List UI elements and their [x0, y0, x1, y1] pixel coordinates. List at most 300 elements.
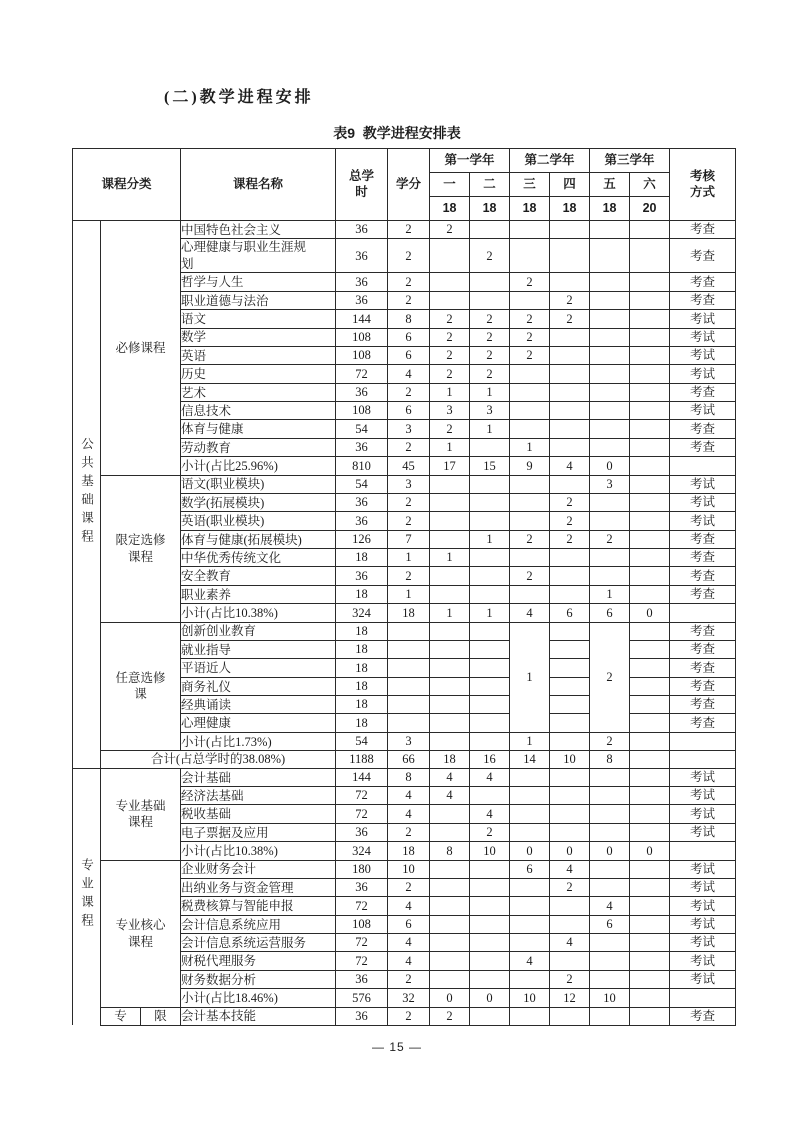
- semester-cell: [630, 420, 670, 438]
- assessment-cell: [670, 732, 736, 750]
- semester-cell: 2: [550, 310, 590, 328]
- assessment-cell: 考查: [670, 659, 736, 677]
- semester-cell: [430, 897, 470, 915]
- semester-cell: [550, 622, 590, 640]
- course-cell: [181, 878, 336, 896]
- credits-cell: 6: [388, 402, 430, 420]
- semester-cell: 2: [430, 310, 470, 328]
- hours-cell: 108: [336, 402, 388, 420]
- credits-cell: 3: [388, 420, 430, 438]
- semester-cell: [550, 383, 590, 401]
- semester-cell: [630, 714, 670, 732]
- hours-cell: 36: [336, 291, 388, 309]
- semester-cell: [470, 549, 510, 567]
- assessment-cell: 考查: [670, 714, 736, 732]
- semester-cell: [590, 239, 630, 273]
- assessment-cell: 考试: [670, 365, 736, 383]
- semester-cell: [470, 1007, 510, 1025]
- schedule-table: [72, 148, 736, 1026]
- course-cell: [181, 273, 336, 291]
- semester-cell: [630, 549, 670, 567]
- semester-cell: [550, 823, 590, 841]
- total-label-cell: 合计(占总学时的38.08%): [101, 751, 336, 769]
- semester-cell: [430, 493, 470, 511]
- course-name: 小计(占比1.73%): [181, 734, 272, 749]
- semester-cell: 4: [590, 897, 630, 915]
- semester-cell: [470, 915, 510, 933]
- semester-cell: [550, 768, 590, 786]
- table-row: [73, 768, 736, 786]
- semester-cell: [550, 805, 590, 823]
- hours-cell: 54: [336, 475, 388, 493]
- semester-cell: [470, 475, 510, 493]
- hours-cell: 54: [336, 420, 388, 438]
- course-name: 商务礼仪: [181, 679, 232, 694]
- semester-cell: [430, 239, 470, 273]
- semester-cell: 0: [470, 989, 510, 1007]
- course-cell: [181, 768, 336, 786]
- semester-cell: [550, 402, 590, 420]
- section-heading: (二)教学进程安排: [164, 89, 314, 106]
- table-total-row: [73, 751, 736, 769]
- semester-cell: [630, 915, 670, 933]
- semester-cell: 1: [430, 383, 470, 401]
- credits-cell: [388, 696, 430, 714]
- semester-cell: 1: [470, 383, 510, 401]
- semester-cell: 2: [470, 365, 510, 383]
- semester-cell: [630, 239, 670, 273]
- semester-cell: 9: [510, 457, 550, 475]
- category-cell: [73, 221, 101, 769]
- course-cell: [181, 1007, 336, 1025]
- course-cell: [181, 291, 336, 309]
- semester-cell: 2: [510, 310, 550, 328]
- semester-cell: 0: [590, 457, 630, 475]
- semester-cell: 2: [550, 970, 590, 988]
- semester-cell: [430, 915, 470, 933]
- assessment-cell: 考查: [670, 291, 736, 309]
- course-cell: [181, 457, 336, 475]
- semester-cell: 2: [510, 328, 550, 346]
- semester-cell: [470, 273, 510, 291]
- category-part-cell: 限: [141, 1007, 181, 1025]
- semester-cell: [630, 383, 670, 401]
- assessment-cell: 考查: [670, 1007, 736, 1025]
- hours-cell: 810: [336, 457, 388, 475]
- assessment-cell: 考试: [670, 805, 736, 823]
- semester-cell: 4: [470, 768, 510, 786]
- semester-cell: [630, 567, 670, 585]
- course-name: 出纳业务与资金管理: [181, 880, 294, 895]
- semester-cell: [550, 696, 590, 714]
- credits-cell: 18: [388, 842, 430, 860]
- semester-cell: [590, 438, 630, 456]
- assessment-cell: 考查: [670, 221, 736, 239]
- course-name: 税费核算与智能申报: [181, 899, 294, 914]
- semester-cell: 2: [470, 310, 510, 328]
- semester-cell: [590, 567, 630, 585]
- semester-cell: [590, 328, 630, 346]
- semester-cell: 1: [510, 732, 550, 750]
- hours-cell: 36: [336, 438, 388, 456]
- semester-cell: [430, 273, 470, 291]
- credits-cell: 10: [388, 860, 430, 878]
- group-label: 限定选修课程: [115, 533, 166, 564]
- semester-cell: 6: [590, 604, 630, 622]
- credits-cell: 2: [388, 823, 430, 841]
- semester-cell: [430, 640, 470, 658]
- semester-cell: 2: [590, 732, 630, 750]
- semester-cell: [630, 677, 670, 695]
- semester-cell: [590, 768, 630, 786]
- hours-cell: 72: [336, 934, 388, 952]
- course-cell: [181, 549, 336, 567]
- credits-cell: 2: [388, 383, 430, 401]
- semester-cell: [630, 696, 670, 714]
- semester-cell: [550, 640, 590, 658]
- semester-cell: [430, 823, 470, 841]
- semester-cell: [590, 549, 630, 567]
- assessment-cell: [670, 989, 736, 1007]
- semester-cell: [470, 952, 510, 970]
- category-part-cell: 专: [101, 1007, 141, 1025]
- semester-cell: 2: [510, 273, 550, 291]
- hours-cell: 72: [336, 897, 388, 915]
- semester-cell: [470, 934, 510, 952]
- semester-cell: [430, 530, 470, 548]
- semester-cell: [550, 915, 590, 933]
- semester-cell: [550, 714, 590, 732]
- course-name: 信息技术: [181, 403, 232, 418]
- semester-cell: 10: [550, 751, 590, 769]
- semester-cell: [550, 420, 590, 438]
- semester-cell: 8: [590, 751, 630, 769]
- course-name: 职业道德与法治: [181, 293, 269, 308]
- semester-cell: [430, 677, 470, 695]
- course-cell: [181, 493, 336, 511]
- semester-cell: [550, 475, 590, 493]
- header-year-2: 第二学年: [510, 149, 590, 173]
- hours-cell: 36: [336, 493, 388, 511]
- semester-cell: 10: [590, 989, 630, 1007]
- semester-cell: 4: [550, 860, 590, 878]
- course-cell: [181, 604, 336, 622]
- semester-cell: 12: [550, 989, 590, 1007]
- semester-cell: 6: [590, 915, 630, 933]
- group-label: 必修课程: [115, 340, 166, 355]
- semester-cell: 2: [470, 239, 510, 273]
- group-cell: [101, 860, 181, 1007]
- semester-cell: 2: [590, 530, 630, 548]
- semester-cell: [590, 860, 630, 878]
- semester-cell: [590, 310, 630, 328]
- semester-cell: [590, 221, 630, 239]
- semester-cell: 14: [510, 751, 550, 769]
- credits-cell: 2: [388, 970, 430, 988]
- course-name: 语文: [181, 312, 207, 326]
- semester-cell: [630, 346, 670, 364]
- semester-cell: [550, 567, 590, 585]
- semester-cell: [430, 585, 470, 603]
- semester-cell: [550, 659, 590, 677]
- assessment-cell: 考查: [670, 383, 736, 401]
- header-semester-5: 五: [590, 173, 630, 197]
- semester-cell: [590, 493, 630, 511]
- semester-cell: 2: [430, 221, 470, 239]
- hours-cell: 36: [336, 567, 388, 585]
- credits-cell: [388, 677, 430, 695]
- hours-cell: 36: [336, 878, 388, 896]
- course-cell: [181, 787, 336, 805]
- semester-cell: [630, 402, 670, 420]
- semester-cell: 2: [550, 493, 590, 511]
- course-name: 艺术: [181, 385, 207, 400]
- credits-cell: 45: [388, 457, 430, 475]
- hours-cell: 144: [336, 768, 388, 786]
- header-weeks-5: 18: [590, 197, 630, 221]
- semester-cell: [430, 714, 470, 732]
- course-name: 英语(职业模块): [181, 514, 265, 529]
- semester-cell: [630, 823, 670, 841]
- semester-cell: [510, 512, 550, 530]
- course-name: 小计(占比18.46%): [181, 991, 278, 1005]
- semester-cell: [590, 273, 630, 291]
- semester-cell: [590, 934, 630, 952]
- course-cell: [181, 310, 336, 328]
- header-row-years: [73, 149, 736, 173]
- hours-cell: 72: [336, 805, 388, 823]
- semester-cell: [550, 328, 590, 346]
- semester-cell: [630, 732, 670, 750]
- hours-cell: 72: [336, 952, 388, 970]
- semester-cell: [550, 585, 590, 603]
- hours-cell: 54: [336, 732, 388, 750]
- course-cell: [181, 732, 336, 750]
- course-cell: [181, 475, 336, 493]
- semester-cell: [510, 823, 550, 841]
- semester-cell: [470, 291, 510, 309]
- header-semester-1: 一: [430, 173, 470, 197]
- page-number: — 15 —: [371, 1040, 422, 1054]
- semester-cell: 2: [430, 420, 470, 438]
- credits-cell: 6: [388, 328, 430, 346]
- assessment-cell: 考查: [670, 239, 736, 273]
- group-cell: [101, 622, 181, 751]
- header-semester-2: 二: [470, 173, 510, 197]
- credits-cell: [388, 640, 430, 658]
- semester-cell: [510, 934, 550, 952]
- course-cell: [181, 860, 336, 878]
- semester-cell: [510, 420, 550, 438]
- credits-cell: 3: [388, 475, 430, 493]
- assessment-cell: 考查: [670, 420, 736, 438]
- hours-cell: 36: [336, 239, 388, 273]
- semester-cell: [470, 512, 510, 530]
- semester-cell: 2: [470, 823, 510, 841]
- course-name: 历史: [181, 367, 207, 382]
- course-name: 小计(占比25.96%): [181, 459, 278, 473]
- hours-cell: 324: [336, 604, 388, 622]
- semester-cell: 1: [470, 420, 510, 438]
- semester-cell: [550, 239, 590, 273]
- semester-cell: [630, 512, 670, 530]
- credits-cell: 8: [388, 310, 430, 328]
- course-cell: [181, 530, 336, 548]
- table-row: [73, 475, 736, 493]
- semester-cell: 4: [430, 787, 470, 805]
- semester-cell: 18: [430, 751, 470, 769]
- semester-cell: [630, 952, 670, 970]
- credits-cell: 1: [388, 585, 430, 603]
- group-cell: [101, 475, 181, 622]
- hours-cell: 72: [336, 787, 388, 805]
- semester-cell: [510, 549, 550, 567]
- semester-cell: [510, 365, 550, 383]
- semester-cell: [430, 878, 470, 896]
- semester-cell: [590, 365, 630, 383]
- semester-cell: [470, 970, 510, 988]
- course-name: 中国特色社会主义: [181, 222, 282, 237]
- group-cell: [101, 221, 181, 476]
- credits-cell: 2: [388, 239, 430, 273]
- semester-cell: [470, 696, 510, 714]
- credits-cell: 3: [388, 732, 430, 750]
- semester-cell: [630, 310, 670, 328]
- semester-cell: 0: [630, 842, 670, 860]
- semester-cell: 16: [470, 751, 510, 769]
- table-body: [73, 221, 736, 1026]
- course-cell: [181, 640, 336, 658]
- credits-cell: [388, 622, 430, 640]
- course-name: 体育与健康(拓展模块): [181, 532, 302, 547]
- semester-cell: [590, 291, 630, 309]
- hours-cell: 180: [336, 860, 388, 878]
- course-cell: [181, 897, 336, 915]
- semester-cell: [630, 934, 670, 952]
- course-cell: [181, 842, 336, 860]
- semester-cell: 2: [510, 530, 550, 548]
- semester-cell: [630, 328, 670, 346]
- semester-cell: [510, 383, 550, 401]
- semester-cell: [630, 1007, 670, 1025]
- course-name: 会计基础: [181, 770, 232, 785]
- group-label: 任意选修课: [115, 670, 166, 702]
- credits-cell: 66: [388, 751, 430, 769]
- semester-cell: 1: [430, 438, 470, 456]
- assessment-cell: 考查: [670, 622, 736, 640]
- semester-cell: [510, 878, 550, 896]
- semester-cell: [590, 952, 630, 970]
- assessment-cell: [670, 842, 736, 860]
- semester-cell: 2: [550, 512, 590, 530]
- semester-cell: [630, 493, 670, 511]
- credits-cell: 4: [388, 897, 430, 915]
- semester-cell: [510, 1007, 550, 1025]
- hours-cell: 108: [336, 346, 388, 364]
- header-semester-3: 三: [510, 173, 550, 197]
- assessment-cell: [670, 604, 736, 622]
- course-cell: [181, 677, 336, 695]
- semester-cell: [550, 677, 590, 695]
- semester-cell: 3: [470, 402, 510, 420]
- semester-cell: [470, 438, 510, 456]
- semester-cell: 10: [510, 989, 550, 1007]
- assessment-cell: 考试: [670, 970, 736, 988]
- semester-cell: [510, 402, 550, 420]
- semester-cell: 6: [550, 604, 590, 622]
- semester-cell: 1: [430, 549, 470, 567]
- credits-cell: 2: [388, 567, 430, 585]
- course-cell: [181, 585, 336, 603]
- course-name: 中华优秀传统文化: [181, 550, 282, 565]
- semester-cell: [510, 585, 550, 603]
- semester-cell: [510, 805, 550, 823]
- table-row: [73, 221, 736, 239]
- hours-cell: 36: [336, 823, 388, 841]
- credits-cell: 8: [388, 768, 430, 786]
- semester-cell: 4: [510, 604, 550, 622]
- course-cell: [181, 659, 336, 677]
- semester-cell: 3: [430, 402, 470, 420]
- hours-cell: 18: [336, 640, 388, 658]
- semester-cell: [470, 622, 510, 640]
- hours-cell: 18: [336, 659, 388, 677]
- semester-cell: [630, 530, 670, 548]
- hours-cell: 18: [336, 549, 388, 567]
- course-name: 经典诵读: [181, 697, 232, 712]
- header-year-1: 第一学年: [430, 149, 510, 173]
- hours-cell: 18: [336, 677, 388, 695]
- semester-cell: [550, 438, 590, 456]
- semester-cell: [550, 365, 590, 383]
- semester-cell: [630, 751, 670, 769]
- credits-cell: 2: [388, 878, 430, 896]
- credits-cell: 2: [388, 438, 430, 456]
- semester-cell: [470, 567, 510, 585]
- course-name: 数学(拓展模块): [181, 495, 265, 510]
- semester-cell: [430, 291, 470, 309]
- semester-cell: 17: [430, 457, 470, 475]
- credits-cell: 2: [388, 1007, 430, 1025]
- hours-cell: 36: [336, 512, 388, 530]
- semester-cell: [630, 897, 670, 915]
- semester-cell: 2: [430, 328, 470, 346]
- category-label: 公共基础课程: [79, 436, 94, 548]
- semester-cell: 1: [470, 604, 510, 622]
- semester-cell: 2: [550, 291, 590, 309]
- course-name: 语文(职业模块): [181, 477, 265, 492]
- semester-cell: [510, 787, 550, 805]
- course-name: 会计信息系统应用: [181, 917, 282, 932]
- hours-cell: 18: [336, 714, 388, 732]
- header-weeks-2: 18: [470, 197, 510, 221]
- semester-cell: [630, 365, 670, 383]
- course-name: 经济法基础: [181, 788, 244, 803]
- semester-cell: [550, 897, 590, 915]
- semester-cell: 8: [430, 842, 470, 860]
- semester-cell: [430, 970, 470, 988]
- table-caption: 表9 教学进程安排表: [333, 125, 461, 141]
- credits-cell: 2: [388, 493, 430, 511]
- course-cell: [181, 934, 336, 952]
- hours-cell: 18: [336, 696, 388, 714]
- semester-cell: [510, 915, 550, 933]
- semester-cell: [470, 640, 510, 658]
- course-cell: [181, 438, 336, 456]
- semester-cell: [590, 512, 630, 530]
- course-cell: [181, 823, 336, 841]
- course-name: 数学: [181, 330, 207, 345]
